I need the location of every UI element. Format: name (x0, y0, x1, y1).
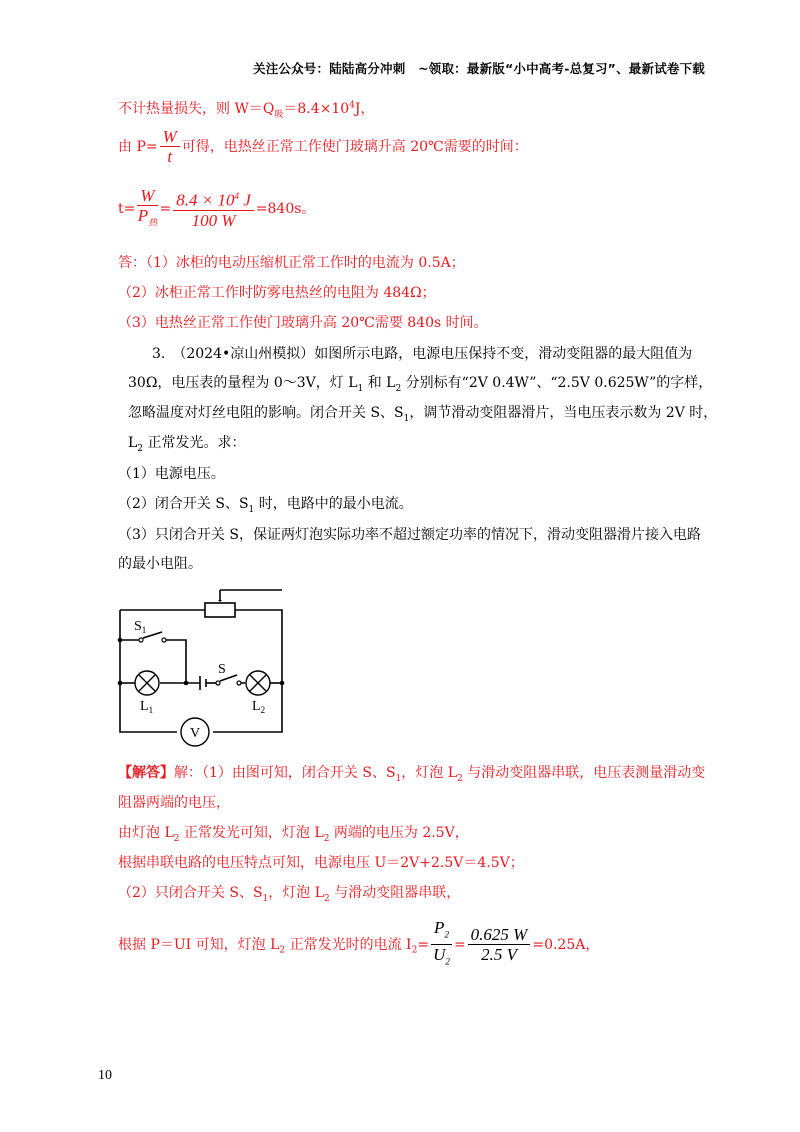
solution-line-4: 根据串联电路的电压特点可知，电源电压 U＝2V+2.5V＝4.5V； (118, 855, 524, 871)
lamp-l2-icon (246, 671, 270, 695)
solution-line-5: （2）只闭合开关 S、$S_1$，灯泡 $L_2$ 与滑动变阻器串联， (118, 885, 461, 904)
solution-line-3: 由灯泡 $L_2$ 正常发光可知，灯泡 $L_2$ 两端的电压为 2.5V， (118, 825, 469, 844)
sub-question-1: （1）电源电压。 (118, 466, 225, 482)
sub-question-2: （2）闭合开关 S、$S_1$ 时，电路中的最小电流。 (118, 496, 413, 515)
solution-line-2: 阻器两端的电压， (118, 795, 230, 811)
svg-text:V: V (189, 726, 201, 741)
question-3-line-1: 3. （2024•凉山州模拟）如图所示电路，电源电压保持不变，滑动变阻器的最大阻值为 (152, 346, 693, 362)
page-header: 关注公众号：陆陆高分冲刺 ~领取：最新版“小中高考-总复习”、最新试卷下载 (253, 61, 705, 76)
svg-text:S1: $S_1$ (134, 619, 147, 635)
heat-line: 不计热量损失，则 $W=Q_吸=8.4\times 10^4J$， (118, 100, 375, 120)
svg-text:S: S (218, 662, 226, 677)
answer-line-3: （3）电热丝正常工作使门玻璃升高 20℃需要 840s 时间。 (118, 315, 488, 331)
time-formula-line: t= $\frac{W}{P_热}$ = $\frac{8.4 \times 10^4 J}{100 W}$ =840s。 (118, 186, 316, 231)
svg-text:L2: $L_2$ (252, 699, 266, 715)
question-3-line-2: 30Ω，电压表的量程为 0～3V，灯 $L_1$ 和 $L_2$ 分别标有“2V 0.4W”、“2.5V 0.625W”的字样， (128, 375, 713, 394)
solution-line-1: 【解答】解：（1）由图可知，闭合开关 S、$S_1$，灯泡 $L_2$ 与滑动变阻器串联，电压表测量滑动变 (118, 765, 706, 784)
circuit-diagram (110, 580, 300, 750)
question-3-line-4: $L_2$ 正常发光。求： (128, 435, 246, 454)
power-formula-line: 由 P= $\frac{W}{t}$ 可得，电热丝正常工作使门玻璃升高 20℃需要的时间： (118, 127, 528, 166)
page-number: 10 (98, 1068, 112, 1083)
sub-question-3-cont: 的最小电阻。 (118, 556, 202, 572)
sub-question-3: （3）只闭合开关 S，保证两灯泡实际功率不超过额定功率的情况下，滑动变阻器滑片接入电路 (118, 527, 701, 543)
lamp-l1-icon (135, 671, 159, 695)
answer-line-2: （2）冰柜正常工作时防雾电热丝的电阻为 484Ω； (118, 285, 436, 301)
question-3-line-3: 忽略温度对灯丝电阻的影响。闭合开关 S、$S_1$，调节滑动变阻器滑片，当电压表示数为 2V 时， (128, 405, 718, 424)
svg-text:L1: $L_1$ (140, 699, 154, 715)
answer-line-1: 答：（1）冰柜的电动压缩机正常工作时的电流为 0.5A； (118, 255, 465, 271)
solution-line-6: 根据 P＝UI 可知，灯泡 $L_2$ 正常发光时的电流 $I_2=$ $\frac{P_2}{U_2}$ = $\frac{0.625 W}{2.5 V}$ =0.25A， (118, 918, 600, 967)
